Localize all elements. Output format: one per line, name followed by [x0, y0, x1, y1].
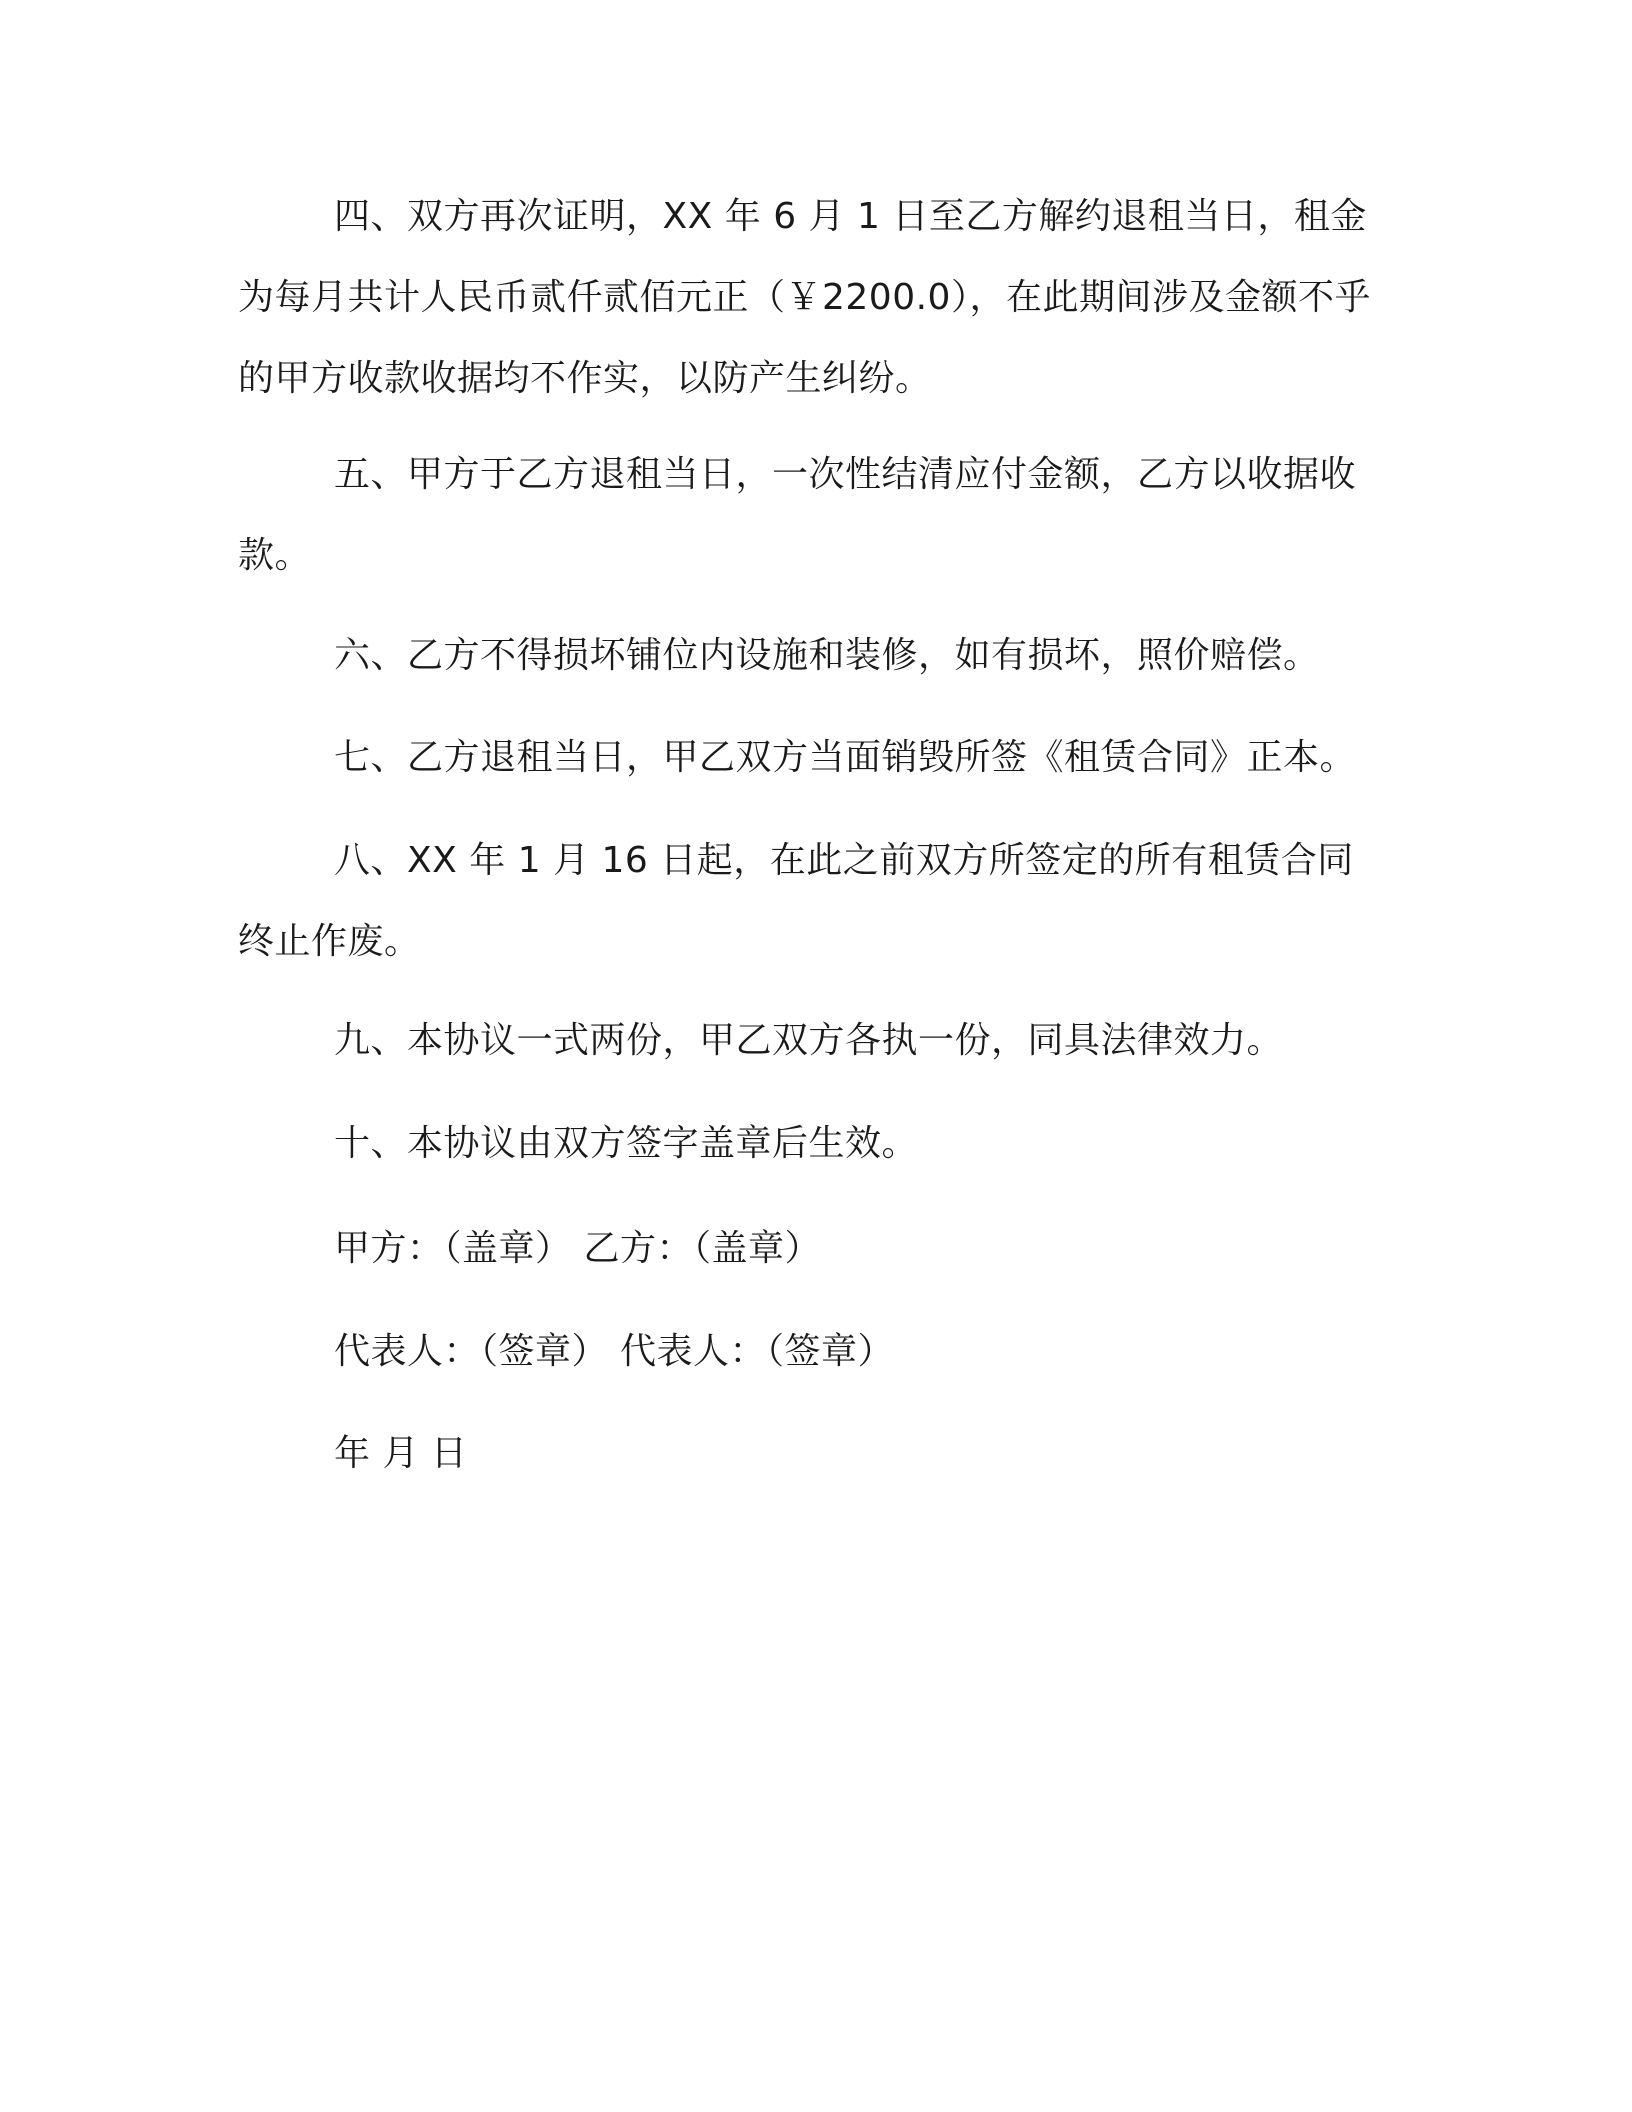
clause-10: 十、本协议由双方签字盖章后生效。 — [334, 1123, 919, 1164]
clause-9: 九、本协议一式两份，甲乙双方各执一份，同具法律效力。 — [334, 1020, 1284, 1061]
representative-signatures: 代表人：（签章） 代表人：（签章） — [334, 1331, 894, 1372]
clause-6: 六、乙方不得损坏铺位内设施和装修，如有损坏，照价赔偿。 — [334, 635, 1320, 676]
clause-5: 五、甲方于乙方退租当日，一次性结清应付金额，乙方以收据收款。 — [238, 454, 1357, 576]
clause-7: 七、乙方退租当日，甲乙双方当面销毁所签《租赁合同》正本。 — [334, 737, 1357, 778]
clause-4: 四、双方再次证明，XX 年 6 月 1 日至乙方解约退租当日，租金为每月共计人民币贰仟贰佰元正（￥2200.0），在此期间涉及金额不乎的甲方收款收据均不作实，以防产生纠纷。 — [238, 196, 1371, 399]
signing-date: 年 月 日 — [334, 1433, 468, 1474]
party-seals: 甲方：（盖章） 乙方：（盖章） — [334, 1228, 821, 1269]
clause-8: 八、XX 年 1 月 16 日起，在此之前双方所签定的所有租赁合同终止作废。 — [238, 840, 1354, 962]
